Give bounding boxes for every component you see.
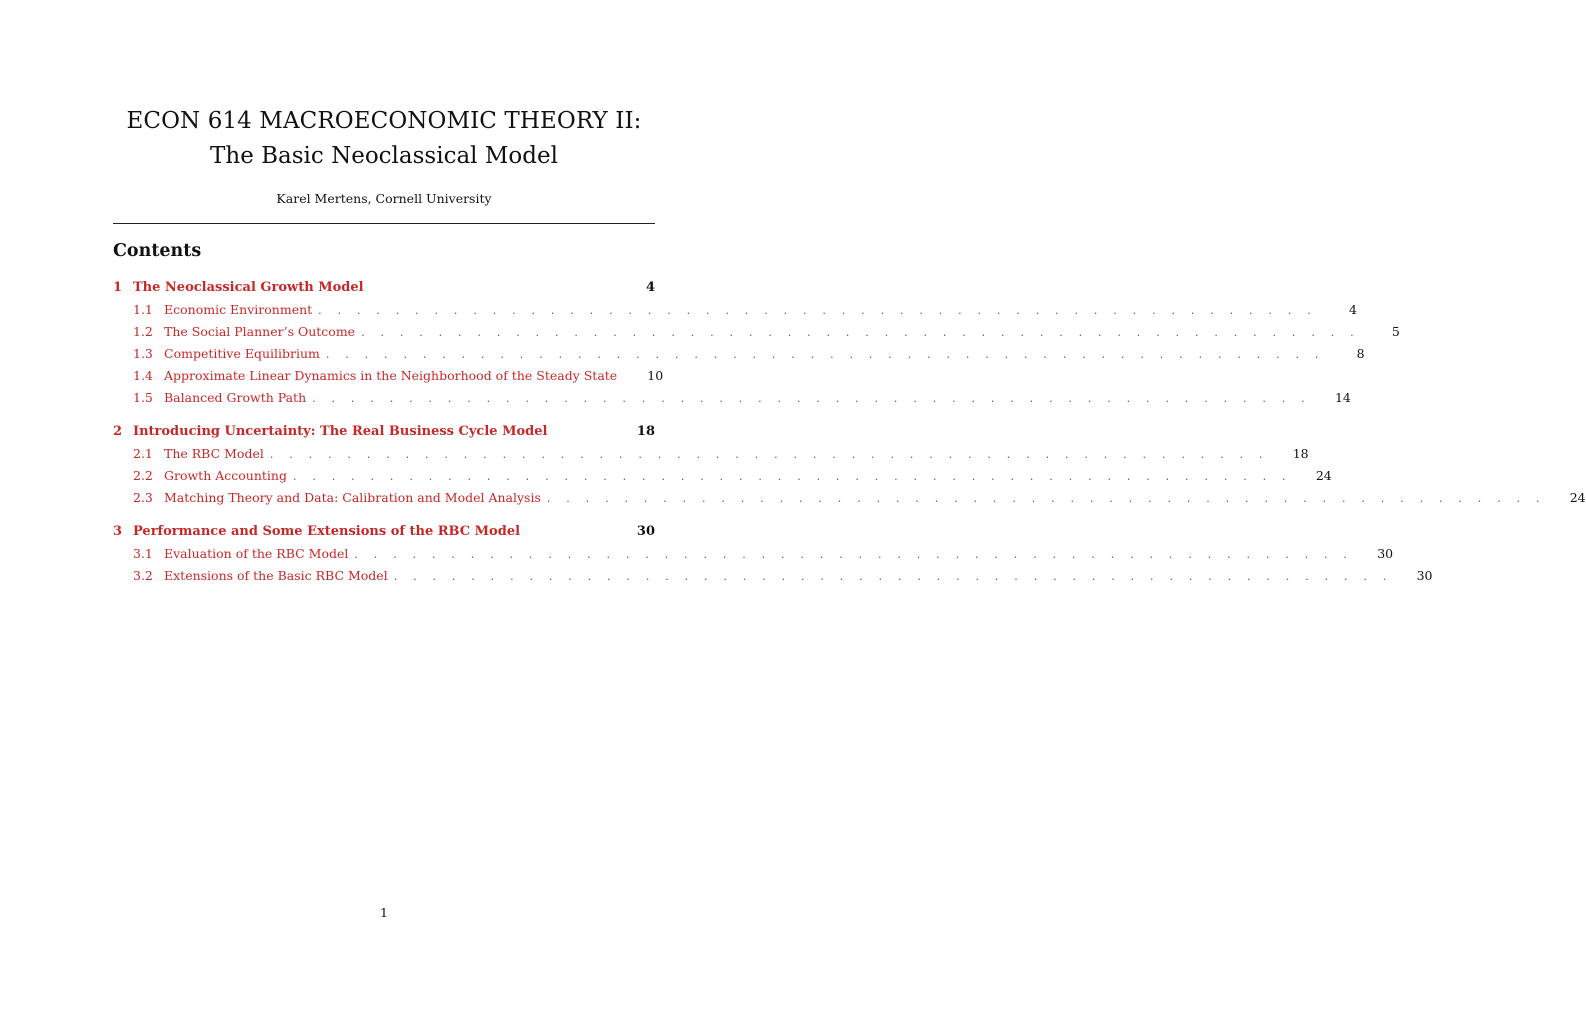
toc-section-link-2[interactable] [113,422,655,442]
toc-subsection-link-1-4[interactable] [113,365,664,387]
toc-leader-dots: . . . . . . . . . . . . . . . . . . . . . . . . . . . . . . . . . . . . . . . . . . . . . . . . . . . . [354,548,1354,561]
toc-subsection-number: 3.1 [133,546,153,561]
toc-subsection-link-1-5[interactable] [113,387,1351,409]
toc-subsection-title: Economic Environment [164,302,313,317]
toc-subsection-link-2-1[interactable] [113,443,1309,465]
toc-subsection-page: 14 [1334,390,1351,405]
toc-section-link-3[interactable] [113,522,655,542]
title-divider [113,223,655,224]
toc-subsection-number: 2.2 [133,468,153,483]
document-title-line2: The Basic Neoclassical Model [210,143,558,169]
toc-subsection-title: Evaluation of the RBC Model [164,546,349,561]
toc-leader-dots: . . . . . . . . . . . . . . . . . . . . . . . . . . . . . . . . . . . . . . . . . . . . . . . . . . . . [318,304,1317,317]
toc-group-2 [113,422,1586,509]
toc-leader-dots: . . . . . . . . . . . . . . . . . . . . . . . . . . . . . . . . . . . . . . . . . . . . . . . . . . . . [393,570,1393,583]
toc-subsection-number: 2.1 [133,446,153,461]
toc-subsection-title: Approximate Linear Dynamics in the Neighborhood of the Steady State [164,368,618,383]
document-title-line1: ECON 614 MACROECONOMIC THEORY II: [126,108,642,134]
toc-group-3 [113,522,1433,587]
toc-subsection-link-2-3[interactable] [113,487,1586,509]
toc-subsection-page: 24 [1315,468,1332,483]
toc-subsection-title: The RBC Model [164,446,264,461]
page-number: 1 [380,905,388,920]
toc-subsection-page: 30 [1416,568,1433,583]
toc-subsection-page: 24 [1569,490,1586,505]
toc-leader-dots: . . . . . . . . . . . . . . . . . . . . . . . . . . . . . . . . . . . . . . . . . . . . . . . . . . . . [312,392,1311,405]
toc-subsection-title: The Social Planner’s Outcome [164,324,356,339]
toc-subsection-title: Extensions of the Basic RBC Model [164,568,388,583]
toc-subsection-title: Growth Accounting [164,468,287,483]
toc-subsection-page: 30 [1377,546,1394,561]
toc-subsection-number: 2.3 [133,490,153,505]
toc-leader-dots: . . . . . . . . . . . . . . . . . . . . . . . . . . . . . . . . . . . . . . . . . . . . . . . . . . . . [361,326,1360,339]
toc-subsection-title: Balanced Growth Path [164,390,307,405]
table-of-contents [113,278,1586,600]
toc-subsection-title: Competitive Equilibrium [164,346,320,361]
toc-subsection-link-1-2[interactable] [113,321,1400,343]
toc-section-number: 1 [113,280,123,295]
toc-leader-dots: . . . . . . . . . . . . . . . . . . . . . . . . . . . . . . . . . . . . . . . . . . . . . . . . . . . . [546,492,1546,505]
toc-leader-dots: . . . . . . . . . . . . . . . . . . . . . . . . . . . . . . . . . . . . . . . . . . . . . . . . . . . . [292,470,1292,483]
toc-section-title: Performance and Some Extensions of the RBC Model [133,524,521,539]
toc-subsection-number: 1.2 [133,324,153,339]
toc-leader-dots: . . . . . . . . . . . . . . . . . . . . . . . . . . . . . . . . . . . . . . . . . . . . . . . . . . . . [269,448,1269,461]
toc-subsection-number: 3.2 [133,568,153,583]
toc-subsection-page: 5 [1391,324,1400,339]
toc-subsection-number: 1.4 [133,368,153,383]
toc-section-page: 18 [636,424,655,439]
toc-subsection-title: Matching Theory and Data: Calibration and Model Analysis [164,490,541,505]
toc-subsection-number: 1.5 [133,390,153,405]
toc-subsection-page: 10 [647,368,664,383]
toc-section-page: 4 [645,280,655,295]
toc-subsection-number: 1.1 [133,302,153,317]
toc-section-number: 3 [113,524,123,539]
toc-subsection-page: 8 [1356,346,1365,361]
toc-section-link-1[interactable] [113,278,655,298]
toc-subsection-link-1-3[interactable] [113,343,1365,365]
toc-subsection-link-2-2[interactable] [113,465,1332,487]
toc-section-number: 2 [113,424,123,439]
toc-subsection-link-3-2[interactable] [113,565,1433,587]
author-line: Karel Mertens, Cornell University [276,191,492,206]
toc-subsection-link-3-1[interactable] [113,543,1394,565]
toc-leader-dots: . . . . . . . . . . . . . . . . . . . . . . . . . . . . . . . . . . . . . . . . . . . . . . . . . . . . [325,348,1325,361]
toc-subsection-page: 18 [1292,446,1309,461]
toc-section-title: Introducing Uncertainty: The Real Business Cycle Model [133,424,548,439]
toc-subsection-page: 4 [1348,302,1357,317]
toc-section-page: 30 [636,524,655,539]
toc-section-title: The Neoclassical Growth Model [133,280,364,295]
toc-subsection-link-1-1[interactable] [113,299,1357,321]
toc-group-1 [113,278,1400,409]
toc-subsection-number: 1.3 [133,346,153,361]
contents-heading: Contents [113,241,202,261]
